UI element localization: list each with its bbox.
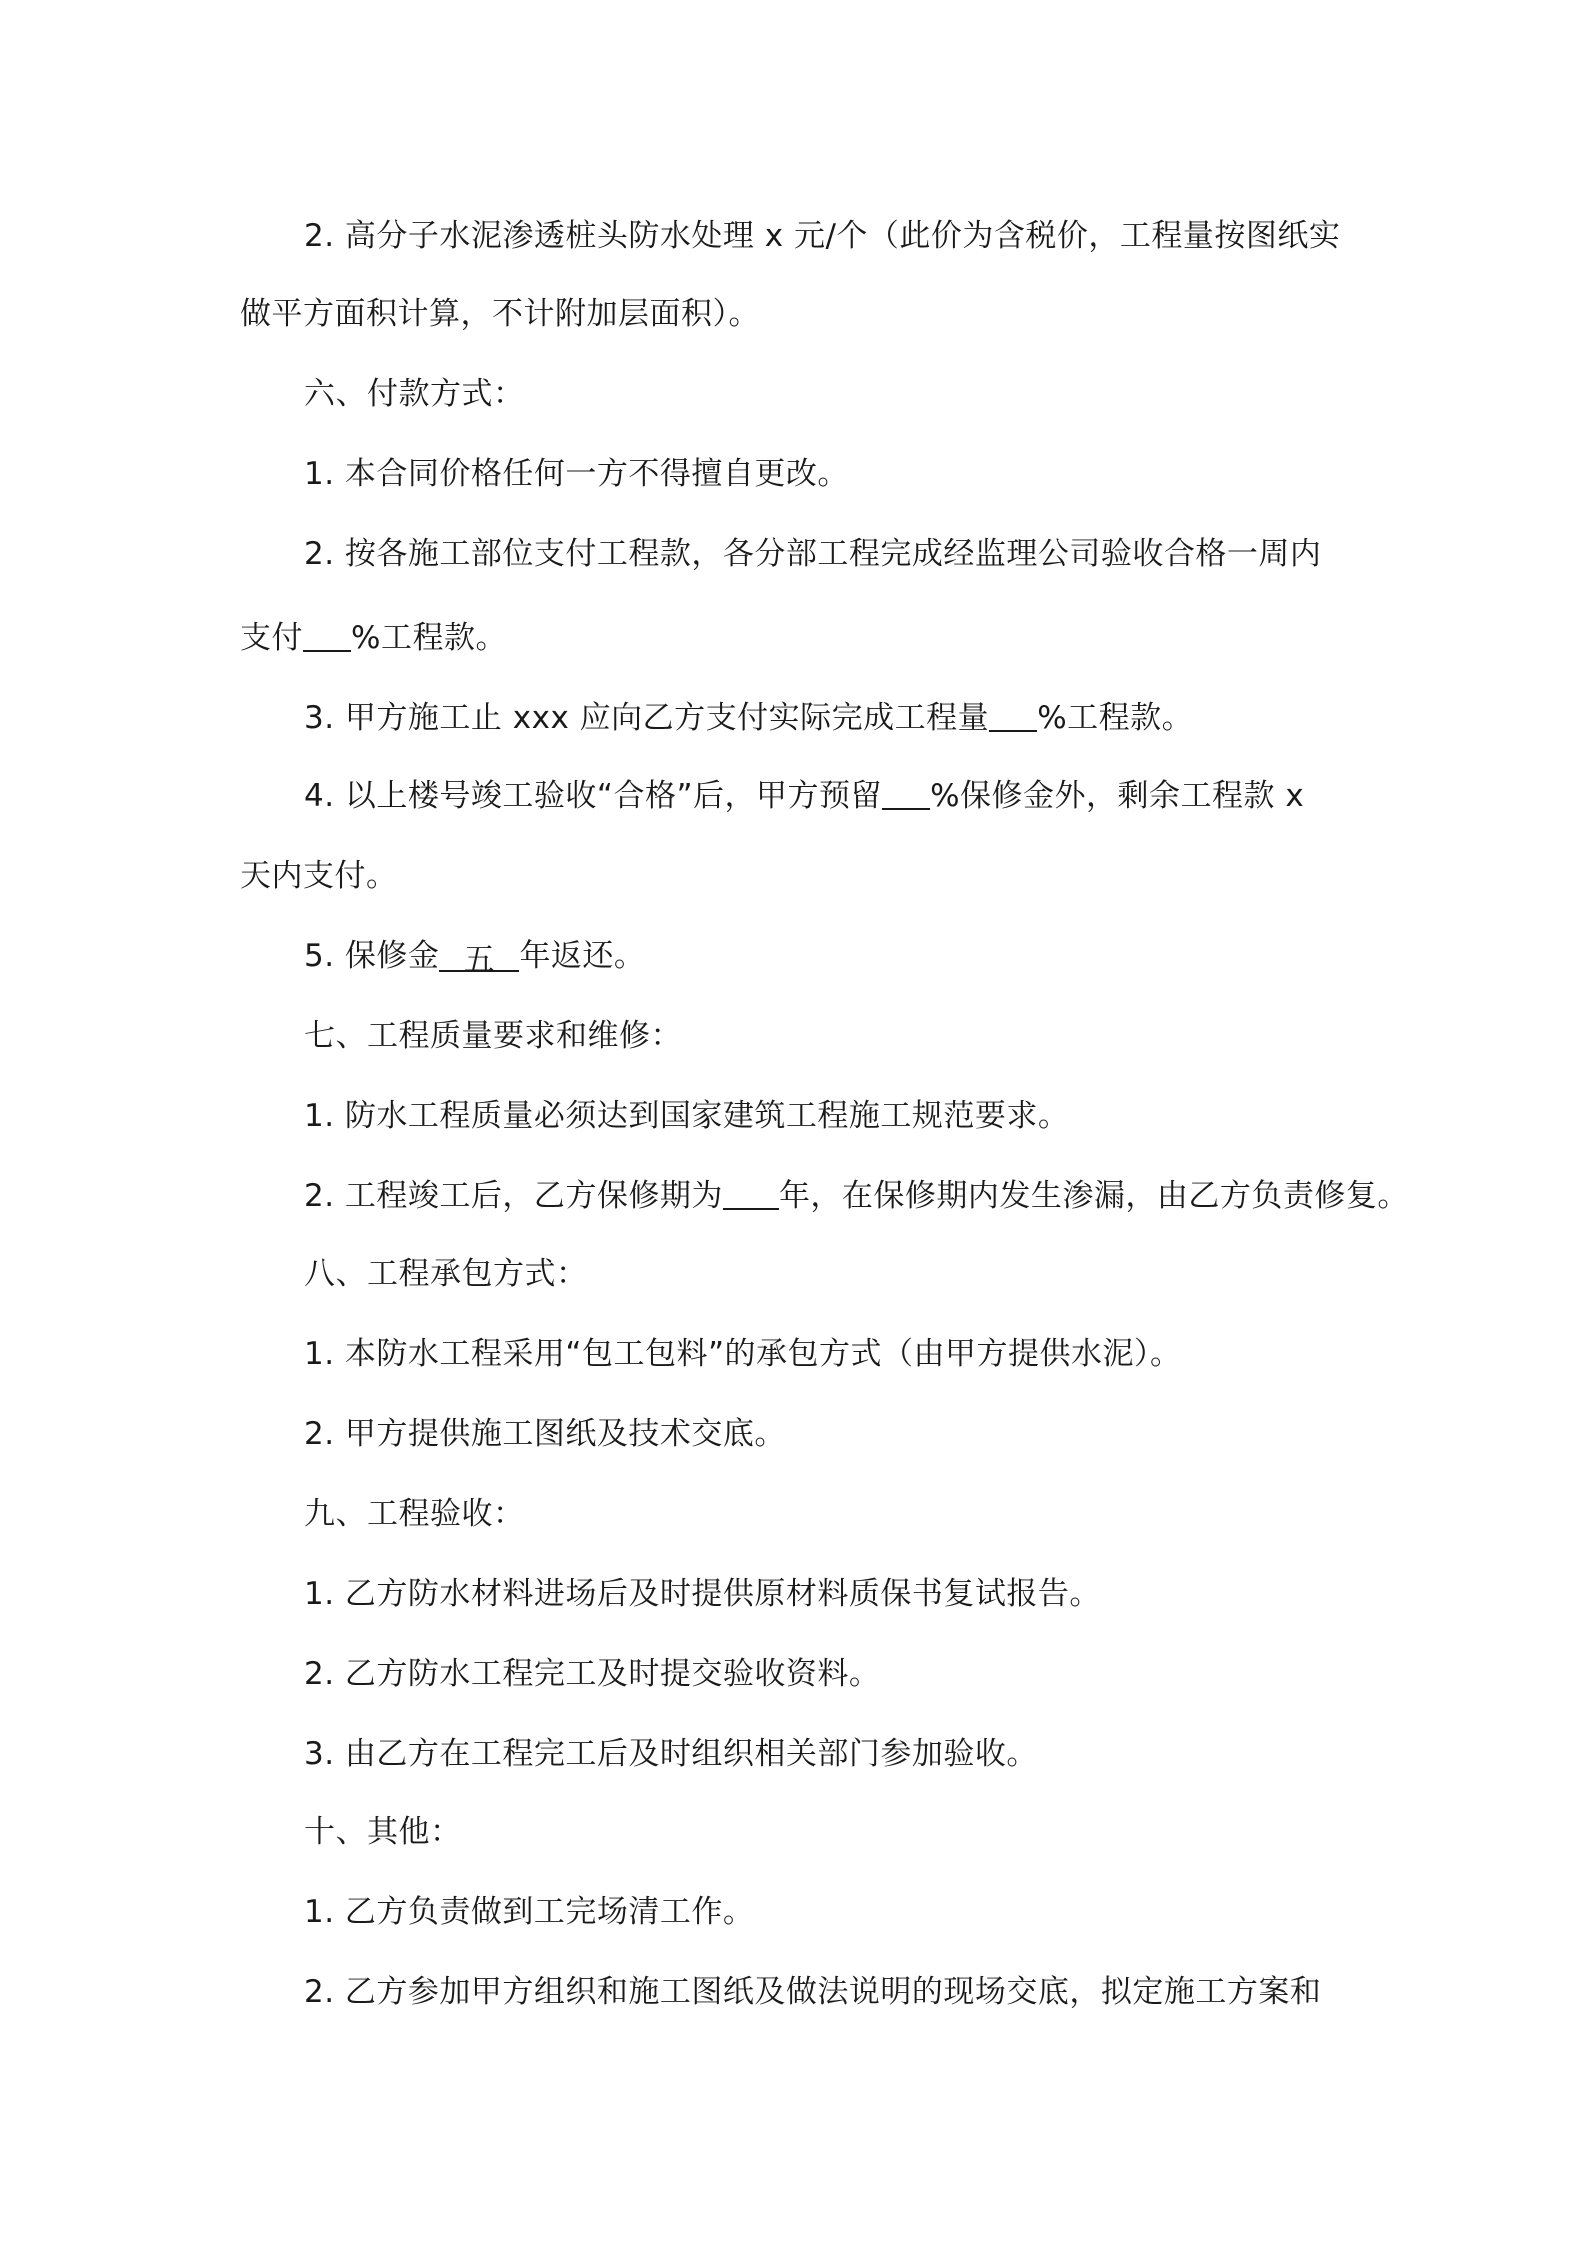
blank-field — [723, 1178, 779, 1210]
text-segment: 4. 以上楼号竣工验收“合格”后，甲方预留 — [304, 778, 883, 814]
section-10-item-2-line-1: 2. 乙方参加甲方组织和施工图纸及做法说明的现场交底，拟定施工方案和 — [304, 1974, 1322, 2010]
section-7-item-2 — [304, 1176, 1409, 1216]
section-8-item-1: 1. 本防水工程采用“包工包料”的承包方式（由甲方提供水泥）。 — [304, 1336, 1182, 1372]
section-6-item-4-line-2: 天内支付。 — [240, 858, 398, 894]
section-6-item-3 — [304, 698, 1193, 738]
text-segment: 2. 工程竣工后，乙方保修期为 — [304, 1178, 723, 1214]
section-6-item-2-line-1: 2. 按各施工部位支付工程款，各分部工程完成经监理公司验收合格一周内 — [304, 536, 1322, 572]
clause-5-item-2-line-1: 2. 高分子水泥渗透桩头防水处理 x 元/个（此价为含税价，工程量按图纸实 — [304, 218, 1341, 254]
text-segment: %工程款。 — [1037, 700, 1194, 736]
filled-blank: 五 — [439, 940, 519, 972]
section-6-item-5 — [304, 936, 645, 976]
section-9-heading: 九、工程验收： — [304, 1496, 525, 1532]
text-segment: %工程款。 — [351, 620, 507, 656]
section-7-item-1: 1. 防水工程质量必须达到国家建筑工程施工规范要求。 — [304, 1098, 1070, 1134]
section-8-item-2: 2. 甲方提供施工图纸及技术交底。 — [304, 1416, 786, 1452]
text-segment: 年返还。 — [519, 938, 646, 974]
section-8-heading: 八、工程承包方式： — [304, 1256, 588, 1292]
clause-5-item-2-line-2: 做平方面积计算，不计附加层面积）。 — [240, 296, 760, 332]
section-10-item-1: 1. 乙方负责做到工完场清工作。 — [304, 1894, 755, 1930]
section-7-heading: 七、工程质量要求和维修： — [304, 1018, 682, 1054]
section-9-item-1: 1. 乙方防水材料进场后及时提供原材料质保书复试报告。 — [304, 1576, 1101, 1612]
section-6-item-2-line-2 — [240, 618, 507, 658]
section-6-item-4-line-1 — [304, 776, 1304, 816]
text-segment: 3. 甲方施工止 xxx 应向乙方支付实际完成工程量 — [304, 700, 990, 736]
text-segment: 年，在保修期内发生渗漏，由乙方负责修复。 — [778, 1178, 1409, 1214]
text-segment: 5. 保修金 — [304, 938, 440, 974]
text-segment: 支付 — [240, 620, 303, 656]
section-9-item-3: 3. 由乙方在工程完工后及时组织相关部门参加验收。 — [304, 1736, 1038, 1772]
text-segment: %保修金外，剩余工程款 x — [930, 778, 1305, 814]
section-9-item-2: 2. 乙方防水工程完工及时提交验收资料。 — [304, 1656, 881, 1692]
section-10-heading: 十、其他： — [304, 1814, 462, 1850]
blank-field — [882, 778, 930, 810]
blank-field — [989, 700, 1037, 732]
blank-field — [303, 620, 351, 652]
section-6-item-1: 1. 本合同价格任何一方不得擅自更改。 — [304, 456, 849, 492]
section-6-heading: 六、付款方式： — [304, 376, 525, 412]
